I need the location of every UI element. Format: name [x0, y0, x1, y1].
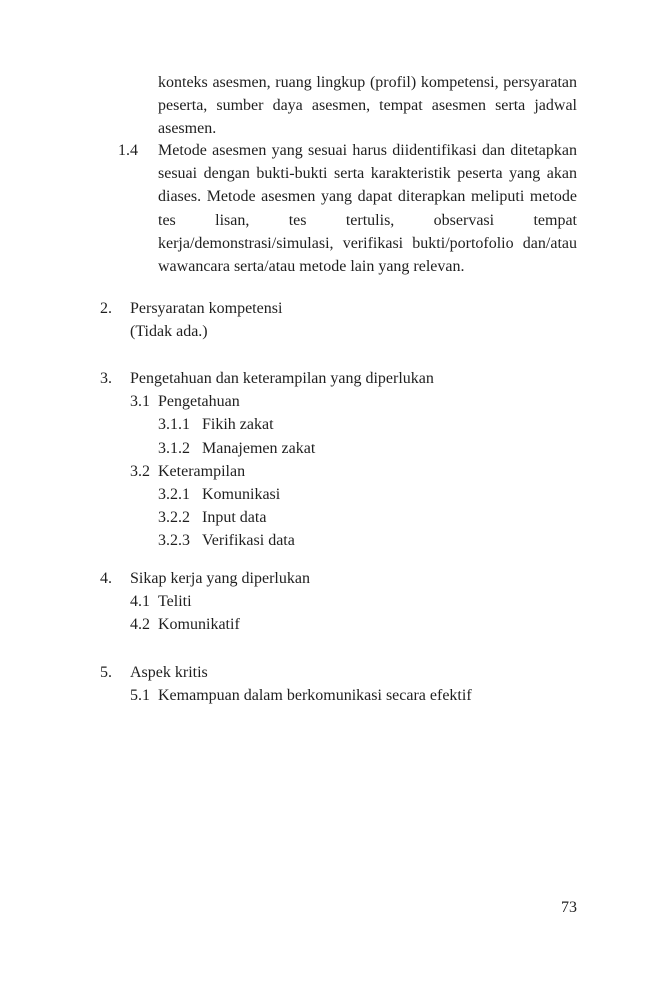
list-item-number: 5.1: [130, 687, 150, 705]
paragraph-line: tes lisan, tes tertulis, observasi tempat: [158, 211, 577, 229]
section-title: Pengetahuan dan keterampilan yang diperlukan: [130, 370, 434, 387]
list-item-number: 3.2.3: [158, 532, 190, 550]
list-item-3-1-1: [158, 413, 577, 436]
list-item-number: 4.1: [130, 593, 150, 611]
section-4-sikap-kerja: [100, 567, 577, 637]
section-title: Persyaratan kompetensi: [130, 300, 283, 317]
list-item-number: 4.2: [130, 616, 150, 634]
subsection-number: 3.2: [130, 462, 150, 480]
section-number: 4.: [100, 570, 112, 587]
paragraph-line: peserta, sumber daya asesmen, tempat asesmen serta jadwal: [158, 97, 577, 115]
list-item-3-2-1: [158, 483, 577, 506]
list-item-5-1: [130, 684, 577, 707]
list-item-number: 3.1.1: [158, 416, 190, 434]
list-item-number: 3.1.2: [158, 439, 190, 457]
section-number: 3.: [100, 370, 112, 387]
section-number: 5.: [100, 664, 112, 681]
list-item-3-1-2: [158, 437, 577, 460]
list-item-text: Teliti: [158, 593, 192, 611]
paragraph-line: diases. Metode asesmen yang dapat diterapkan meliputi metode: [158, 188, 577, 206]
list-item-number: 3.2.1: [158, 486, 190, 504]
section-3-pengetahuan-keterampilan: [100, 367, 577, 553]
section-heading: [100, 661, 577, 684]
subsection-title: Keterampilan: [158, 462, 246, 480]
paragraph-line: Metode asesmen yang sesuai harus diidentifikasi dan ditetapkan: [158, 142, 577, 159]
section-heading: [100, 367, 577, 390]
list-item-text: Manajemen zakat: [202, 439, 316, 457]
subsection-3-1: [130, 390, 577, 413]
paragraph-line: wawancara serta/atau metode lain yang relevan.: [158, 258, 465, 276]
paragraph-line: asesmen.: [158, 120, 217, 138]
section-heading: [100, 567, 577, 590]
paragraph-line: kerja/demonstrasi/simulasi, verifikasi bukti/portofolio dan/atau: [158, 234, 577, 252]
subsection-number: 3.1: [130, 393, 150, 411]
list-item-number: 3.2.2: [158, 509, 190, 527]
list-item-text: Fikih zakat: [202, 416, 274, 434]
list-item-3-2-2: [158, 506, 577, 529]
paragraph-line: sesuai dengan bukti-bukti serta karakteristik peserta yang akan: [158, 165, 577, 183]
section-note: (Tidak ada.): [130, 323, 208, 341]
list-item-1-4: [118, 139, 577, 278]
list-item-text: Kemampuan dalam berkomunikasi secara efektif: [158, 687, 472, 705]
subsection-3-2: [130, 460, 577, 483]
list-item-text: Komunikatif: [158, 616, 240, 634]
section-2-persyaratan-kompetensi: [100, 297, 577, 343]
section-title: Aspek kritis: [130, 664, 208, 681]
page-number: 73: [561, 899, 577, 916]
list-item-4-2: [130, 613, 577, 636]
paragraph-line: konteks asesmen, ruang lingkup (profil) kompetensi, persyaratan: [158, 74, 577, 91]
subsection-title: Pengetahuan: [158, 393, 240, 411]
list-item-number: 1.4: [118, 142, 138, 159]
paragraph-continuation: [158, 71, 577, 141]
list-item-text: Komunikasi: [202, 486, 281, 504]
section-heading: [100, 297, 577, 320]
list-item-body: [158, 139, 577, 278]
section-title: Sikap kerja yang diperlukan: [130, 570, 310, 587]
list-item-text: Input data: [202, 509, 267, 527]
section-5-aspek-kritis: [100, 661, 577, 707]
list-item-4-1: [130, 590, 577, 613]
list-item-3-2-3: [158, 529, 577, 552]
list-item-text: Verifikasi data: [202, 532, 295, 550]
section-number: 2.: [100, 300, 112, 317]
